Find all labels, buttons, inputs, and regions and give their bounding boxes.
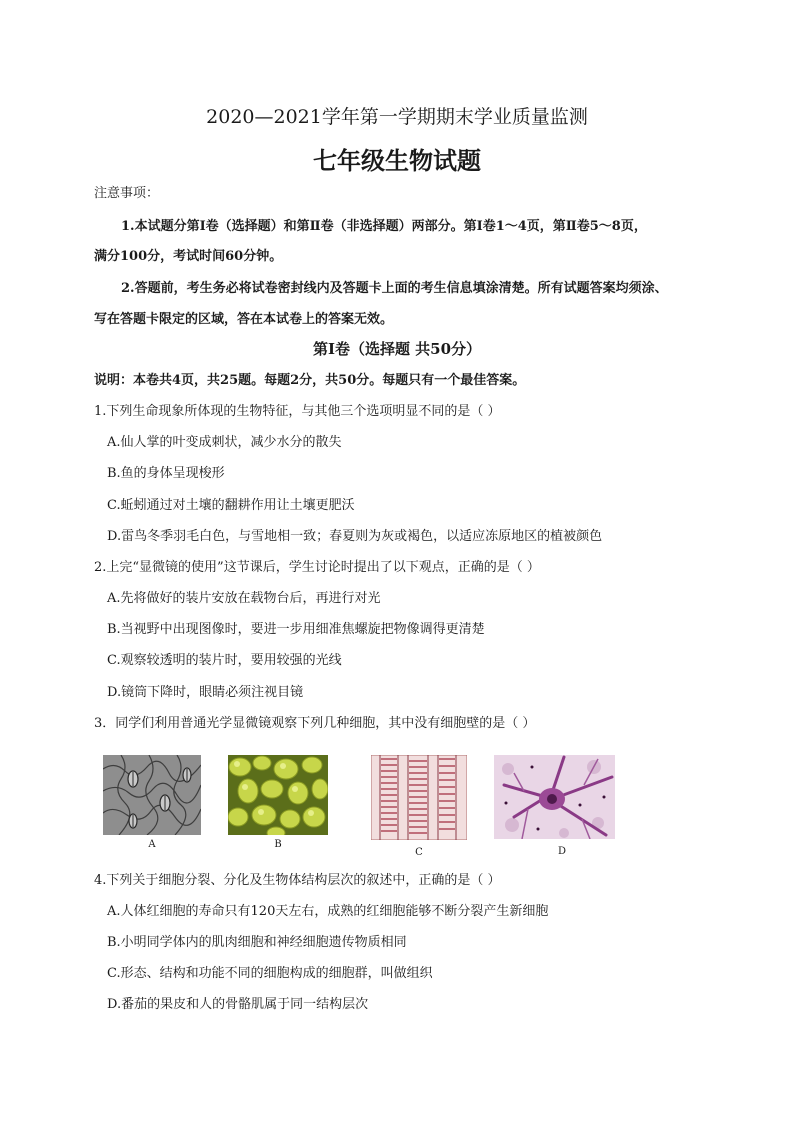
exam-subtitle: 七年级生物试题 (313, 146, 481, 175)
question-4-option-c: C.形态、结构和功能不同的细胞构成的细胞群，叫做组织 (107, 966, 433, 981)
question-1-option-b: B.鱼的身体呈现梭形 (107, 466, 225, 481)
question-2-option-a: A.先将做好的装片安放在载物台后，再进行对光 (107, 591, 381, 606)
figure-b-label: B (274, 839, 282, 850)
question-3-stem: 3．同学们利用普通光学显微镜观察下列几种细胞，其中没有细胞壁的是（ ） (94, 716, 536, 731)
notice-heading: 注意事项： (94, 186, 160, 201)
question-1-option-a: A.仙人掌的叶变成刺状，减少水分的散失 (107, 435, 342, 450)
figure-d-neuron (494, 755, 615, 839)
question-2-stem: 2.上完“显微镜的使用”这节课后，学生讨论时提出了以下观点，正确的是（ ） (94, 560, 540, 575)
figure-a-leaf-epidermis (103, 755, 201, 835)
question-4-option-b: B.小明同学体内的肌肉细胞和神经细胞遗传物质相同 (107, 935, 407, 950)
notice-item-1: 1.本试题分第Ⅰ卷（选择题）和第Ⅱ卷（非选择题）两部分。第Ⅰ卷1～4页，第Ⅱ卷5～8页， (121, 219, 647, 234)
exam-title: 2020—2021学年第一学期期末学业质量监测 (206, 106, 588, 128)
figure-c-vessel-cells (371, 755, 467, 840)
notice-item-1-cont: 满分100分，考试时间60分钟。 (94, 249, 283, 264)
figure-a-label: A (148, 839, 156, 850)
section-title: 第Ⅰ卷（选择题 共50分） (312, 340, 482, 358)
question-4-option-d: D.番茄的果皮和人的骨骼肌属于同一结构层次 (107, 997, 369, 1012)
question-2-option-d: D.镜筒下降时，眼睛必须注视目镜 (107, 685, 304, 700)
question-2-option-b: B.当视野中出现图像时，要进一步用细准焦螺旋把物像调得更清楚 (107, 622, 485, 637)
question-4-option-a: A.人体红细胞的寿命只有120天左右，成熟的红细胞能够不断分裂产生新细胞 (107, 904, 549, 919)
section-instruction: 说明：本卷共4页，共25题。每题2分，共50分。每题只有一个最佳答案。 (94, 373, 526, 388)
question-1-option-d: D.雷鸟冬季羽毛白色，与雪地相一致；春夏则为灰或褐色，以适应冻原地区的植被颜色 (107, 529, 603, 544)
notice-item-2: 2.答题前，考生务必将试卷密封线内及答题卡上面的考生信息填涂清楚。所有试题答案均须涂、 (121, 281, 668, 296)
figure-c-label: C (415, 847, 423, 858)
figure-d-label: D (557, 846, 567, 857)
question-4-stem: 4.下列关于细胞分裂、分化及生物体结构层次的叙述中，正确的是（ ） (94, 873, 501, 888)
question-2-option-c: C.观察较透明的装片时，要用较强的光线 (107, 653, 342, 668)
question-1-option-c: C.蚯蚓通过对土壤的翻耕作用让土壤更肥沃 (107, 498, 355, 513)
notice-item-2-cont: 写在答题卡限定的区域，答在本试卷上的答案无效。 (94, 312, 394, 327)
question-1-stem: 1.下列生命现象所体现的生物特征，与其他三个选项明显不同的是（ ） (94, 404, 501, 419)
figure-b-yeast-cells (228, 755, 328, 835)
